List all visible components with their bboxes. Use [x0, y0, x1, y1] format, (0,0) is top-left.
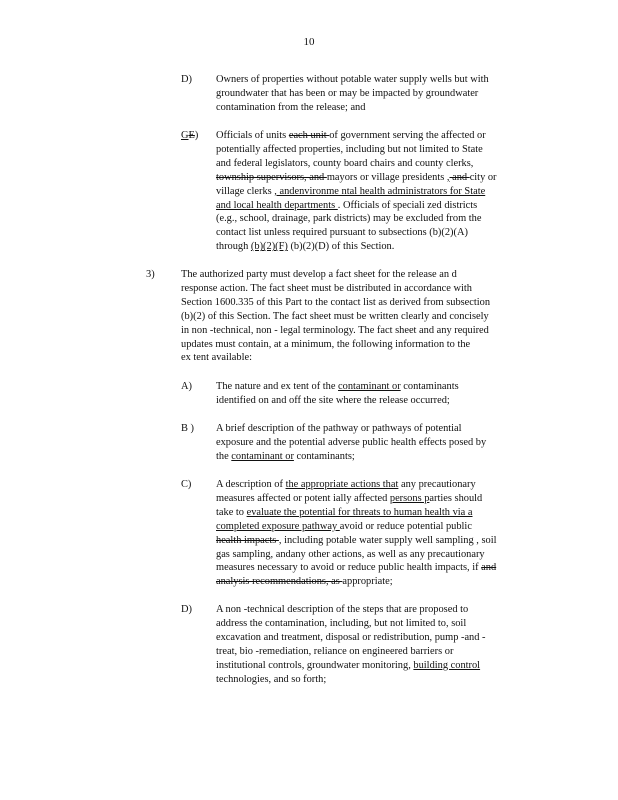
- item-text: [216, 129, 531, 254]
- text-run: contamination from the release; and: [216, 101, 366, 113]
- text-run: measures necessary to avoid or reduce public health impacts, if: [216, 562, 482, 574]
- text-line: [216, 659, 531, 673]
- text-run: . Officials of speciali zed districts: [337, 199, 478, 211]
- text-line: [216, 506, 531, 520]
- deleted-text: each unit: [288, 130, 330, 141]
- text-line: [216, 548, 531, 562]
- text-run: treat, bio -remediation, reliance on engineered barriers or: [216, 645, 454, 657]
- text-run: any precautionary: [398, 479, 476, 490]
- text-line: [216, 240, 531, 254]
- text-run: village clerks: [216, 185, 275, 197]
- item-text: [181, 268, 531, 365]
- text-run: response action. The fact sheet must be distributed in accordance with: [181, 282, 472, 294]
- text-run: the: [216, 450, 232, 462]
- text-run: gas sampling, andany other actions, as well as any precautionary: [216, 548, 485, 560]
- text-run: A brief description of the pathway or pathways of potential: [216, 423, 462, 434]
- text-run: identified on and off the site where the release occurred;: [216, 394, 450, 406]
- text-run: The nature and ex tent of the: [216, 381, 339, 392]
- text-run: (e.g., school, drainage, park districts) may be excluded from the: [216, 213, 482, 225]
- text-line: [216, 478, 531, 492]
- inserted-text: and local health departments: [216, 199, 338, 211]
- text-run: through: [216, 241, 251, 253]
- text-line: [216, 520, 531, 534]
- text-line: [216, 212, 531, 226]
- text-line: [216, 492, 531, 506]
- deleted-text: health impacts: [216, 534, 279, 546]
- item-text: [216, 73, 531, 115]
- text-line: [216, 171, 531, 185]
- text-line: [181, 338, 531, 352]
- deleted-text: analysis recommendations, as: [216, 576, 343, 588]
- text-line: [216, 575, 531, 589]
- text-run: Section 1600.335 of this Part to the contact list as derived from subsection: [181, 296, 491, 308]
- text-run: groundwater that has been or may be impacted by groundwater: [216, 87, 479, 99]
- text-line: [181, 268, 531, 282]
- text-line: [216, 394, 531, 408]
- text-line: [181, 296, 531, 310]
- text-run: arties should: [429, 492, 483, 504]
- text-run: contact list unless required pursuant to subsections (b)(2)(A): [216, 227, 468, 239]
- item-label: 3): [146, 269, 155, 280]
- text-line: [216, 422, 531, 436]
- text-run: measures affected or potent ially affected: [216, 492, 390, 504]
- deleted-text: and: [481, 562, 497, 574]
- text-run: A description of: [216, 479, 286, 490]
- text-line: [216, 101, 531, 115]
- text-line: [216, 157, 531, 171]
- text-line: [216, 87, 531, 101]
- text-run: exposure and the potential adverse public health effects posed by: [216, 436, 487, 448]
- text-run: Officials of units: [216, 130, 289, 141]
- inserted-text: contaminant or: [338, 381, 401, 392]
- item-label: C): [181, 479, 192, 490]
- inserted-text: completed exposure pathway: [216, 520, 340, 532]
- text-run: city or: [469, 171, 497, 183]
- text-run: take to: [216, 506, 247, 518]
- item-text: [216, 422, 531, 464]
- deleted-text: and: [449, 171, 470, 183]
- text-line: [181, 324, 531, 338]
- text-line: [216, 534, 531, 548]
- text-line: [216, 143, 531, 157]
- text-line: [216, 226, 531, 240]
- inserted-text: , andenvironme ntal health administrators for State: [274, 185, 486, 197]
- text-run: contaminants;: [293, 450, 355, 462]
- text-run: ex tent available:: [181, 352, 252, 364]
- text-run: of government serving the affected or: [329, 130, 486, 141]
- text-run: mayors or village presidents: [326, 171, 447, 183]
- text-line: [216, 645, 531, 659]
- text-run: updates must contain, at a minimum, the following information to the: [181, 338, 471, 350]
- text-run: technologies, and so forth;: [216, 673, 327, 685]
- inserted-text: evaluate the potential for threats to human health via a: [246, 506, 473, 518]
- text-run: and federal legislators, county board chairs and county clerks,: [216, 157, 474, 169]
- text-line: [216, 185, 531, 199]
- text-run: address the contamination, including, but not limited to, soil: [216, 617, 467, 629]
- text-run: appropriate;: [342, 576, 393, 588]
- text-line: [216, 436, 531, 450]
- text-line: [216, 450, 531, 464]
- text-run: contaminants: [400, 381, 459, 392]
- item-text: [216, 380, 531, 408]
- inserted-text: persons p: [389, 492, 430, 504]
- text-line: [216, 380, 531, 394]
- text-line: [216, 603, 531, 617]
- inserted-text: ,: [446, 171, 450, 183]
- text-run: potentially affected properties, including but not limited to State: [216, 143, 483, 155]
- item-text: [216, 478, 531, 589]
- page-number: 10: [303, 36, 315, 48]
- text-run: (b)(2)(D) of this Section.: [287, 241, 395, 253]
- text-run: institutional controls, groundwater monitoring,: [216, 659, 414, 671]
- text-line: [216, 617, 531, 631]
- inserted-text: the appropriate actions that: [285, 479, 399, 490]
- text-run: , including potable water supply well sampling , soil: [278, 534, 497, 546]
- text-run: A non -technical description of the steps that are proposed to: [216, 604, 469, 615]
- item-label: B ): [181, 423, 194, 434]
- item-label: GE): [181, 130, 199, 141]
- text-run: excavation and treatment, disposal or redistribution, pump -and -: [216, 631, 486, 643]
- text-run: The authorized party must develop a fact sheet for the release an d: [181, 269, 457, 280]
- text-run: Owners of properties without potable water supply wells but with: [216, 74, 489, 85]
- item-label: D): [181, 604, 192, 615]
- text-line: [216, 129, 531, 143]
- text-line: [216, 561, 531, 575]
- item-label: A): [181, 381, 192, 392]
- inserted-text: (b)(2)(F): [250, 241, 288, 253]
- inserted-text: contaminant or: [231, 450, 294, 462]
- deleted-text: township supervisors, and: [216, 171, 327, 183]
- item-label: D): [181, 74, 192, 85]
- text-line: [216, 631, 531, 645]
- text-line: [216, 73, 531, 87]
- text-line: [216, 673, 531, 687]
- text-line: [216, 199, 531, 213]
- text-run: avoid or reduce potential public: [339, 520, 472, 532]
- text-line: [181, 310, 531, 324]
- text-line: [181, 282, 531, 296]
- inserted-text: building control: [413, 659, 481, 671]
- text-line: [181, 351, 531, 365]
- text-run: (b)(2) of this Section. The fact sheet must be written clearly and concisely: [181, 310, 489, 322]
- item-text: [216, 603, 531, 686]
- text-run: in non -technical, non - legal terminology. The fact sheet and any required: [181, 324, 489, 336]
